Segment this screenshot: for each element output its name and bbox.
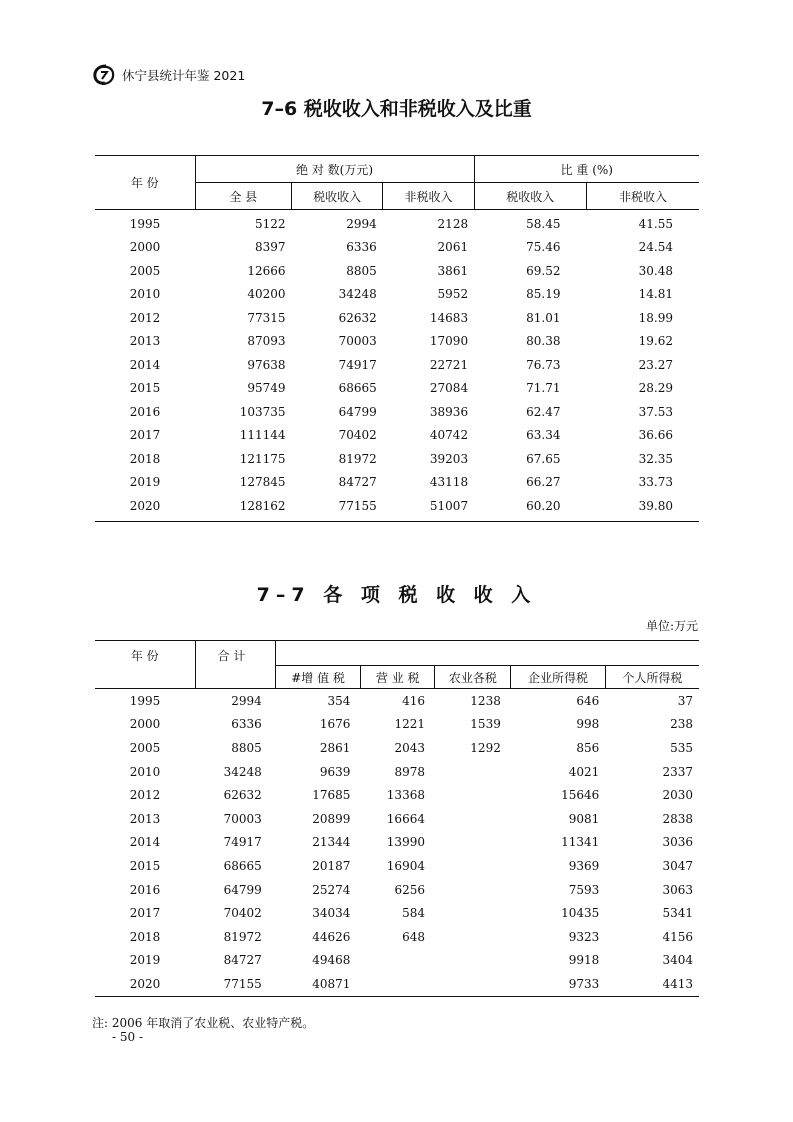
value-cell: 238: [670, 717, 693, 732]
table-row: [95, 330, 699, 354]
value-cell: 32.35: [638, 451, 673, 466]
value-cell: 21344: [312, 835, 351, 850]
value-cell: 2838: [662, 811, 693, 826]
value-cell: 8978: [394, 764, 425, 779]
absolute-group-header: 绝 对 数(万元): [195, 156, 474, 183]
value-cell: 584: [402, 906, 425, 921]
value-cell: 14683: [429, 310, 469, 325]
value-cell: 2043: [394, 740, 425, 755]
value-cell: 7593: [568, 882, 600, 897]
year-cell: 2019: [129, 953, 161, 968]
value-cell: 1676: [319, 717, 351, 732]
table-row: [95, 210, 699, 236]
value-cell: 69.52: [526, 263, 561, 278]
footnote: 注: 2006 年取消了农业税、农业特产税。: [92, 1016, 315, 1030]
value-cell: 535: [670, 740, 693, 755]
tax-items-blank-header: [276, 641, 699, 666]
value-cell: 68665: [223, 858, 262, 873]
value-cell: 40742: [429, 428, 469, 443]
value-cell: 41.55: [638, 216, 673, 231]
value-cell: 28.29: [638, 381, 673, 396]
value-cell: [360, 972, 435, 996]
value-cell: 74917: [223, 835, 262, 850]
year-cell: 2014: [129, 835, 161, 850]
table1-title: 7–6 税收收入和非税收入及比重: [261, 98, 532, 120]
value-cell: 76.73: [526, 357, 561, 372]
value-cell: 2061: [437, 240, 469, 255]
table-row: [95, 760, 699, 784]
year-cell: 1995: [129, 693, 161, 708]
value-cell: [435, 807, 511, 831]
year-cell: 2005: [129, 740, 161, 755]
value-cell: 17090: [429, 334, 469, 349]
value-cell: 416: [402, 693, 425, 708]
tax-ratio-table: [95, 155, 699, 522]
value-cell: [435, 925, 511, 949]
table-row: [95, 236, 699, 260]
table-row: [95, 447, 699, 471]
table-row: [95, 283, 699, 307]
col-county-total: 全 县: [195, 183, 292, 210]
value-cell: [435, 831, 511, 855]
value-cell: 3036: [662, 835, 693, 850]
value-cell: 24.54: [638, 240, 673, 255]
value-cell: 70402: [338, 428, 377, 443]
value-cell: 71.71: [526, 381, 561, 396]
value-cell: 58.45: [526, 216, 561, 231]
value-cell: 63.34: [526, 428, 561, 443]
value-cell: 81972: [223, 929, 262, 944]
value-cell: 19.62: [638, 334, 673, 349]
value-cell: 998: [576, 717, 600, 732]
value-cell: 856: [576, 740, 600, 755]
table2-body: [95, 689, 699, 997]
value-cell: 39.80: [587, 494, 699, 521]
value-cell: 74917: [338, 357, 377, 372]
value-cell: 9639: [319, 764, 351, 779]
value-cell: 64799: [338, 404, 377, 419]
value-cell: [435, 854, 511, 878]
table-row: [95, 949, 699, 973]
year-cell: 2000: [129, 240, 161, 255]
value-cell: 4156: [662, 929, 693, 944]
year-cell: 1995: [129, 216, 161, 231]
yearbook-logo-icon: [92, 64, 116, 86]
year-cell: 2017: [129, 428, 161, 443]
value-cell: 87093: [247, 334, 286, 349]
table-row: [95, 972, 699, 996]
table-row: [95, 689, 699, 713]
table-row: [95, 901, 699, 925]
value-cell: 14.81: [638, 287, 673, 302]
year-cell: 2012: [129, 788, 161, 803]
year-cell: 2013: [129, 334, 161, 349]
col-agricultural-tax: 农业各税: [435, 666, 511, 689]
year-cell: 2010: [129, 287, 161, 302]
value-cell: 9369: [568, 858, 600, 873]
value-cell: 10435: [561, 906, 600, 921]
col-corporate-income-tax: 企业所得税: [511, 666, 605, 689]
value-cell: 5952: [437, 287, 469, 302]
value-cell: 60.20: [474, 494, 586, 521]
year-cell: 2018: [129, 451, 161, 466]
value-cell: 40871: [276, 972, 361, 996]
col-vat: #增 值 税: [276, 666, 361, 689]
tax-items-table: [95, 640, 699, 997]
value-cell: 2030: [662, 788, 693, 803]
unit-label: 单位:万元: [645, 619, 698, 633]
year-cell: 2015: [129, 381, 161, 396]
page-number: - 50 -: [112, 1030, 144, 1044]
value-cell: 40200: [247, 287, 286, 302]
value-cell: [435, 972, 511, 996]
value-cell: 103735: [239, 404, 286, 419]
col-business-tax: 营 业 税: [360, 666, 435, 689]
value-cell: 62632: [338, 310, 377, 325]
value-cell: 68665: [338, 381, 377, 396]
value-cell: 64799: [223, 882, 262, 897]
value-cell: 1539: [470, 717, 501, 732]
value-cell: 4413: [605, 972, 699, 996]
value-cell: 17685: [312, 788, 351, 803]
value-cell: 70003: [223, 811, 262, 826]
table-row: [95, 471, 699, 495]
col-personal-income-tax: 个人所得税: [605, 666, 699, 689]
value-cell: [435, 878, 511, 902]
table-row: [95, 377, 699, 401]
value-cell: 4021: [568, 764, 600, 779]
value-cell: 9918: [568, 953, 600, 968]
year-cell: 2020: [95, 494, 195, 521]
value-cell: 70003: [338, 334, 377, 349]
value-cell: [435, 901, 511, 925]
page-header: [92, 64, 245, 86]
value-cell: 20187: [312, 858, 351, 873]
value-cell: 34248: [338, 287, 377, 302]
value-cell: 646: [576, 693, 600, 708]
value-cell: 33.73: [638, 475, 673, 490]
value-cell: 30.48: [638, 263, 673, 278]
table-row: [95, 831, 699, 855]
total-header: 合 计: [195, 641, 276, 689]
value-cell: 9733: [511, 972, 605, 996]
value-cell: 22721: [429, 357, 469, 372]
value-cell: 84727: [338, 475, 377, 490]
table-row: [95, 783, 699, 807]
value-cell: 95749: [247, 381, 286, 396]
table-row: [95, 807, 699, 831]
year-cell: 2014: [129, 357, 161, 372]
value-cell: 20899: [312, 811, 351, 826]
table-row: [95, 925, 699, 949]
value-cell: 8805: [346, 263, 377, 278]
value-cell: 75.46: [526, 240, 561, 255]
value-cell: 25274: [312, 882, 351, 897]
value-cell: 6336: [231, 717, 262, 732]
value-cell: 27084: [429, 381, 469, 396]
value-cell: 15646: [561, 788, 600, 803]
value-cell: 12666: [247, 263, 286, 278]
col-nontax-ratio: 非税收入: [587, 183, 699, 210]
value-cell: 13990: [386, 835, 425, 850]
year-cell: 2019: [129, 475, 161, 490]
value-cell: 2337: [662, 764, 693, 779]
value-cell: 121175: [239, 451, 286, 466]
year-header: 年 份: [95, 156, 195, 210]
value-cell: 3861: [437, 263, 469, 278]
table-row: [95, 736, 699, 760]
value-cell: 37.53: [638, 404, 673, 419]
table-row: [95, 400, 699, 424]
table-row: [95, 353, 699, 377]
value-cell: [435, 760, 511, 784]
value-cell: 44626: [312, 929, 351, 944]
value-cell: 77155: [292, 494, 383, 521]
value-cell: 43118: [429, 475, 469, 490]
year-cell: 2020: [95, 972, 195, 996]
year-cell: 2018: [129, 929, 161, 944]
year-cell: 2000: [129, 717, 161, 732]
value-cell: [435, 783, 511, 807]
year-cell: 2015: [129, 858, 161, 873]
table-row: [95, 259, 699, 283]
value-cell: 127845: [239, 475, 286, 490]
table-row: [95, 306, 699, 330]
value-cell: 84727: [223, 953, 262, 968]
value-cell: 648: [402, 929, 425, 944]
table-row: [95, 878, 699, 902]
value-cell: 34034: [312, 906, 351, 921]
year-header: 年 份: [95, 641, 195, 689]
year-cell: 2017: [129, 906, 161, 921]
value-cell: 37: [677, 693, 693, 708]
value-cell: 38936: [429, 404, 469, 419]
col-tax-ratio: 税收收入: [474, 183, 586, 210]
value-cell: 13368: [386, 788, 425, 803]
table-row: [95, 424, 699, 448]
value-cell: 66.27: [526, 475, 561, 490]
value-cell: 70402: [223, 906, 262, 921]
year-cell: 2013: [129, 811, 161, 826]
header-title: 休宁县统计年鉴 2021: [122, 68, 246, 83]
value-cell: 80.38: [526, 334, 561, 349]
value-cell: 85.19: [526, 287, 561, 302]
year-cell: 2010: [129, 764, 161, 779]
value-cell: 34248: [223, 764, 262, 779]
value-cell: 23.27: [638, 357, 673, 372]
value-cell: 9081: [568, 811, 600, 826]
table2-title: 7–7 各 项 税 收 收 入: [256, 584, 537, 606]
value-cell: [435, 949, 511, 973]
table1-body: [95, 210, 699, 522]
value-cell: 3063: [662, 882, 693, 897]
value-cell: 97638: [247, 357, 286, 372]
value-cell: 62.47: [526, 404, 561, 419]
value-cell: 77155: [195, 972, 276, 996]
year-cell: 2016: [129, 404, 161, 419]
value-cell: 3404: [662, 953, 693, 968]
value-cell: 128162: [195, 494, 292, 521]
table-row: [95, 854, 699, 878]
value-cell: 9323: [568, 929, 600, 944]
value-cell: 2128: [437, 216, 469, 231]
value-cell: 6256: [394, 882, 425, 897]
value-cell: 49468: [312, 953, 351, 968]
value-cell: 11341: [561, 835, 600, 850]
value-cell: 2861: [319, 740, 351, 755]
value-cell: 3047: [662, 858, 693, 873]
value-cell: 62632: [223, 788, 262, 803]
year-cell: 2005: [129, 263, 161, 278]
value-cell: 8805: [231, 740, 262, 755]
value-cell: 1292: [470, 740, 501, 755]
value-cell: 2994: [346, 216, 377, 231]
value-cell: 16904: [386, 858, 425, 873]
value-cell: 51007: [383, 494, 474, 521]
value-cell: 36.66: [638, 428, 673, 443]
table-row: [95, 713, 699, 737]
year-cell: 2012: [129, 310, 161, 325]
value-cell: 2994: [231, 693, 262, 708]
ratio-group-header: 比 重 (%): [474, 156, 699, 183]
value-cell: 8397: [254, 240, 286, 255]
table-row: [95, 494, 699, 521]
value-cell: 18.99: [638, 310, 673, 325]
value-cell: 67.65: [526, 451, 561, 466]
value-cell: 5341: [662, 906, 693, 921]
value-cell: 39203: [429, 451, 469, 466]
value-cell: 354: [327, 693, 351, 708]
col-tax-revenue: 税收收入: [292, 183, 383, 210]
value-cell: 81.01: [526, 310, 561, 325]
year-cell: 2016: [129, 882, 161, 897]
col-nontax-revenue: 非税收入: [383, 183, 474, 210]
value-cell: [360, 949, 435, 973]
value-cell: 16664: [386, 811, 425, 826]
value-cell: 1238: [470, 693, 501, 708]
value-cell: 5122: [254, 216, 286, 231]
value-cell: 81972: [338, 451, 377, 466]
value-cell: 1221: [394, 717, 425, 732]
value-cell: 77315: [247, 310, 286, 325]
value-cell: 6336: [346, 240, 377, 255]
value-cell: 111144: [239, 428, 286, 443]
